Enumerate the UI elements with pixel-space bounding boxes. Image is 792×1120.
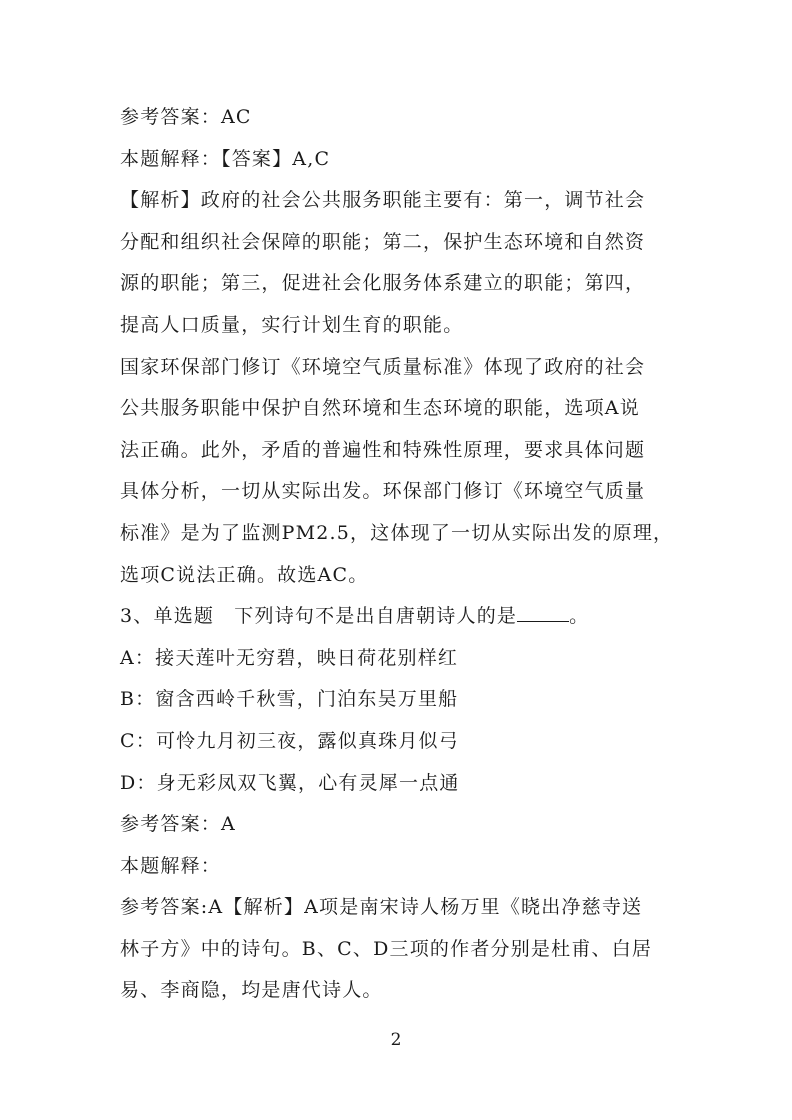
explanation-line: 林子方》中的诗句。B、C、D三项的作者分别是杜甫、白居 (120, 937, 653, 960)
analysis-line: 国家环保部门修订《环境空气质量标准》体现了政府的社会 (120, 355, 646, 378)
question-suffix: 。 (569, 605, 590, 628)
option-d: D：身无彩凤双飞翼，心有灵犀一点通 (120, 771, 460, 794)
answer-line: 参考答案：AC (120, 106, 252, 128)
explanation-line: 易、李商隐，均是唐代诗人。 (120, 979, 383, 1002)
explanation-label: 本题解释： (120, 854, 222, 877)
explanation-line: 参考答案:A【解析】A项是南宋诗人杨万里《晓出净慈寺送 (120, 896, 643, 919)
reference-answer: 参考答案：A (120, 813, 236, 836)
page-content (120, 97, 672, 1012)
analysis-line: 提高人口质量，实行计划生育的职能。 (120, 313, 464, 336)
explanation-answer-line: 本题解释：【答案】A,C (120, 147, 331, 170)
analysis-line: 源的职能；第三，促进社会化服务体系建立的职能；第四， (120, 272, 646, 295)
analysis-line: 【解析】政府的社会公共服务职能主要有：第一，调节社会 (120, 189, 646, 212)
answer-blank (517, 603, 569, 622)
analysis-line: 法正确。此外，矛盾的普遍性和特殊性原理，要求具体问题 (120, 438, 646, 461)
page-number: 2 (390, 1030, 402, 1050)
analysis-line: 具体分析，一切从实际出发。环保部门修订《环境空气质量 (120, 480, 646, 503)
question-text: 3、单选题 下列诗句不是出自唐朝诗人的是 (120, 605, 518, 628)
option-a: A：接天莲叶无穷碧，映日荷花别样红 (120, 646, 459, 669)
option-b: B：窗含西岭千秋雪，门泊东吴万里船 (120, 688, 459, 711)
analysis-line: 标准》是为了监测PM2.5，这体现了一切从实际出发的原理， (120, 521, 674, 544)
analysis-line: 分配和组织社会保障的职能；第二，保护生态环境和自然资 (120, 230, 646, 253)
analysis-line: 选项C说法正确。故选AC。 (120, 563, 369, 586)
question-stem (120, 596, 672, 638)
analysis-line: 公共服务职能中保护自然环境和生态环境的职能，选项A说 (120, 397, 640, 420)
option-c: C：可怜九月初三夜，露似真珠月似弓 (120, 729, 459, 752)
